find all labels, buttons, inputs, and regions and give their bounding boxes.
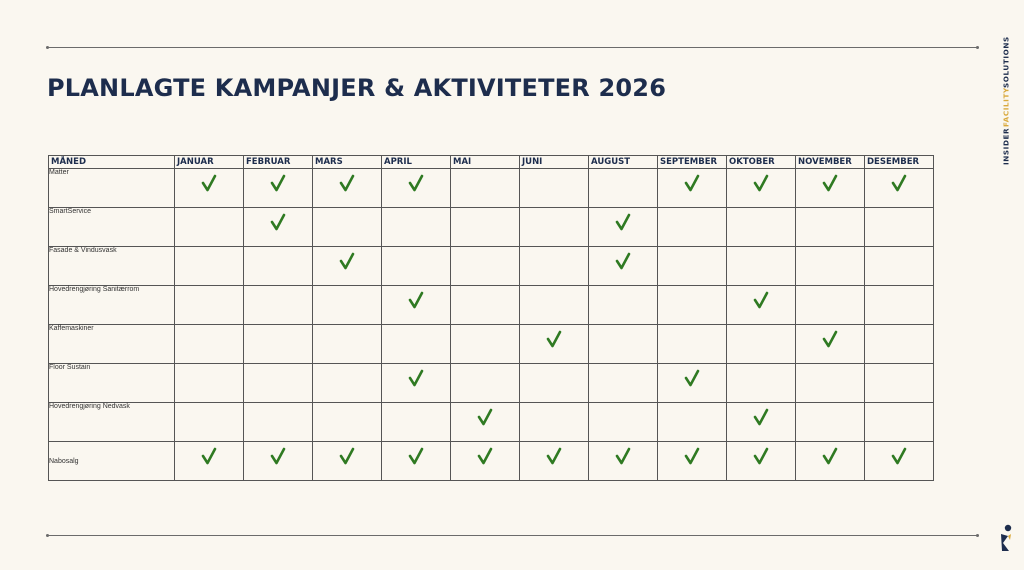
schedule-cell bbox=[244, 247, 313, 286]
column-header-januar: JANUAR bbox=[175, 156, 244, 169]
checkmark-icon bbox=[684, 173, 700, 193]
schedule-cell bbox=[727, 403, 796, 442]
schedule-cell bbox=[175, 442, 244, 481]
schedule-cell bbox=[451, 403, 520, 442]
schedule-cell bbox=[658, 169, 727, 208]
schedule-cell bbox=[313, 208, 382, 247]
schedule-cell bbox=[796, 442, 865, 481]
schedule-cell bbox=[382, 403, 451, 442]
schedule-cell bbox=[865, 325, 934, 364]
schedule-cell bbox=[727, 442, 796, 481]
checkmark-icon bbox=[477, 446, 493, 466]
checkmark-icon bbox=[822, 173, 838, 193]
schedule-cell bbox=[175, 286, 244, 325]
schedule-cell bbox=[451, 286, 520, 325]
activity-label: Nabosalg bbox=[49, 442, 175, 481]
bottom-divider bbox=[47, 535, 978, 536]
column-header-april: APRIL bbox=[382, 156, 451, 169]
schedule-cell bbox=[796, 286, 865, 325]
table-row bbox=[49, 403, 934, 442]
schedule-cell bbox=[727, 325, 796, 364]
schedule-cell bbox=[175, 364, 244, 403]
checkmark-icon bbox=[270, 446, 286, 466]
schedule-cell bbox=[589, 286, 658, 325]
schedule-cell bbox=[727, 286, 796, 325]
schedule-cell bbox=[865, 169, 934, 208]
column-header-august: AUGUST bbox=[589, 156, 658, 169]
schedule-cell bbox=[175, 403, 244, 442]
insider-logo-icon bbox=[997, 523, 1015, 557]
checkmark-icon bbox=[615, 446, 631, 466]
schedule-cell bbox=[865, 364, 934, 403]
schedule-cell bbox=[520, 208, 589, 247]
table-row bbox=[49, 208, 934, 247]
checkmark-icon bbox=[408, 368, 424, 388]
schedule-cell bbox=[244, 403, 313, 442]
table-row bbox=[49, 247, 934, 286]
schedule-cell bbox=[589, 169, 658, 208]
checkmark-icon bbox=[615, 251, 631, 271]
table-row bbox=[49, 442, 934, 481]
checkmark-icon bbox=[822, 329, 838, 349]
column-header-desember: DESEMBER bbox=[865, 156, 934, 169]
schedule-cell bbox=[382, 286, 451, 325]
checkmark-icon bbox=[201, 446, 217, 466]
checkmark-icon bbox=[546, 446, 562, 466]
checkmark-icon bbox=[408, 446, 424, 466]
checkmark-icon bbox=[615, 212, 631, 232]
checkmark-icon bbox=[270, 173, 286, 193]
activity-label: Floor Sustain bbox=[49, 364, 175, 403]
schedule-cell bbox=[244, 442, 313, 481]
schedule-cell bbox=[382, 169, 451, 208]
schedule-cell bbox=[175, 325, 244, 364]
schedule-cell bbox=[658, 325, 727, 364]
schedule-cell bbox=[865, 403, 934, 442]
schedule-cell bbox=[451, 325, 520, 364]
schedule-cell bbox=[382, 325, 451, 364]
column-header-month: MÅNED bbox=[49, 156, 175, 169]
table-row bbox=[49, 169, 934, 208]
checkmark-icon bbox=[822, 446, 838, 466]
schedule-cell bbox=[658, 364, 727, 403]
activity-label: Hovedrengjøring Nedvask bbox=[49, 403, 175, 442]
schedule-cell bbox=[727, 364, 796, 403]
table-header-row bbox=[49, 156, 934, 169]
page-title: PLANLAGTE KAMPANJER & AKTIVITETER 2026 bbox=[47, 74, 667, 102]
checkmark-icon bbox=[753, 446, 769, 466]
schedule-cell bbox=[589, 208, 658, 247]
checkmark-icon bbox=[477, 407, 493, 427]
table-row bbox=[49, 286, 934, 325]
schedule-cell bbox=[658, 403, 727, 442]
schedule-cell bbox=[658, 247, 727, 286]
brand-part-1: INSIDER bbox=[1001, 127, 1011, 165]
schedule-cell bbox=[451, 442, 520, 481]
schedule-cell bbox=[382, 364, 451, 403]
schedule-cell bbox=[520, 286, 589, 325]
schedule-cell bbox=[382, 208, 451, 247]
schedule-cell bbox=[382, 442, 451, 481]
schedule-cell bbox=[520, 364, 589, 403]
checkmark-icon bbox=[891, 173, 907, 193]
schedule-cell bbox=[727, 208, 796, 247]
column-header-februar: FEBRUAR bbox=[244, 156, 313, 169]
schedule-cell bbox=[520, 247, 589, 286]
activity-label: Hovedrengjøring Sanitærrom bbox=[49, 286, 175, 325]
table-row bbox=[49, 325, 934, 364]
checkmark-icon bbox=[753, 407, 769, 427]
checkmark-icon bbox=[753, 173, 769, 193]
schedule-cell bbox=[313, 286, 382, 325]
schedule-cell bbox=[313, 403, 382, 442]
schedule-cell bbox=[451, 247, 520, 286]
schedule-cell bbox=[313, 169, 382, 208]
schedule-cell bbox=[589, 364, 658, 403]
checkmark-icon bbox=[408, 290, 424, 310]
schedule-cell bbox=[865, 442, 934, 481]
schedule-cell bbox=[244, 169, 313, 208]
schedule-cell bbox=[175, 247, 244, 286]
schedule-cell bbox=[727, 169, 796, 208]
campaign-schedule-table bbox=[48, 155, 934, 481]
schedule-cell bbox=[313, 247, 382, 286]
schedule-cell bbox=[244, 325, 313, 364]
checkmark-icon bbox=[270, 212, 286, 232]
checkmark-icon bbox=[684, 446, 700, 466]
activity-label: Fasade & Vindusvask bbox=[49, 247, 175, 286]
schedule-cell bbox=[313, 325, 382, 364]
checkmark-icon bbox=[339, 251, 355, 271]
schedule-cell bbox=[865, 247, 934, 286]
column-header-mars: MARS bbox=[313, 156, 382, 169]
schedule-cell bbox=[796, 169, 865, 208]
schedule-cell bbox=[796, 325, 865, 364]
schedule-cell bbox=[244, 364, 313, 403]
activity-label: Kaffemaskiner bbox=[49, 325, 175, 364]
schedule-cell bbox=[727, 247, 796, 286]
schedule-cell bbox=[520, 325, 589, 364]
checkmark-icon bbox=[546, 329, 562, 349]
schedule-cell bbox=[796, 403, 865, 442]
brand-wordmark bbox=[997, 36, 1015, 165]
schedule-cell bbox=[451, 364, 520, 403]
schedule-cell bbox=[658, 208, 727, 247]
schedule-cell bbox=[865, 208, 934, 247]
schedule-cell bbox=[451, 169, 520, 208]
schedule-cell bbox=[589, 403, 658, 442]
checkmark-icon bbox=[891, 446, 907, 466]
schedule-cell bbox=[589, 442, 658, 481]
checkmark-icon bbox=[339, 446, 355, 466]
brand-part-2: SOLUTIONS bbox=[1001, 36, 1011, 88]
schedule-cell bbox=[520, 403, 589, 442]
top-divider bbox=[47, 47, 978, 48]
schedule-cell bbox=[520, 442, 589, 481]
schedule-cell bbox=[313, 364, 382, 403]
schedule-cell bbox=[520, 169, 589, 208]
schedule-cell bbox=[589, 325, 658, 364]
schedule-cell bbox=[244, 208, 313, 247]
column-header-september: SEPTEMBER bbox=[658, 156, 727, 169]
activity-label: Matter bbox=[49, 169, 175, 208]
checkmark-icon bbox=[684, 368, 700, 388]
checkmark-icon bbox=[753, 290, 769, 310]
schedule-cell bbox=[658, 286, 727, 325]
schedule-cell bbox=[658, 442, 727, 481]
schedule-cell bbox=[796, 208, 865, 247]
table-row bbox=[49, 364, 934, 403]
schedule-cell bbox=[382, 247, 451, 286]
checkmark-icon bbox=[408, 173, 424, 193]
schedule-cell bbox=[796, 364, 865, 403]
schedule-cell bbox=[589, 247, 658, 286]
activity-label: SmartService bbox=[49, 208, 175, 247]
column-header-mai: MAI bbox=[451, 156, 520, 169]
schedule-cell bbox=[175, 208, 244, 247]
schedule-cell bbox=[244, 286, 313, 325]
schedule-cell bbox=[175, 169, 244, 208]
column-header-november: NOVEMBER bbox=[796, 156, 865, 169]
column-header-juni: JUNI bbox=[520, 156, 589, 169]
schedule-cell bbox=[313, 442, 382, 481]
column-header-oktober: OKTOBER bbox=[727, 156, 796, 169]
schedule-cell bbox=[451, 208, 520, 247]
checkmark-icon bbox=[201, 173, 217, 193]
schedule-cell bbox=[865, 286, 934, 325]
checkmark-icon bbox=[339, 173, 355, 193]
brand-accent: FACILITY bbox=[1001, 87, 1011, 128]
schedule-cell bbox=[796, 247, 865, 286]
